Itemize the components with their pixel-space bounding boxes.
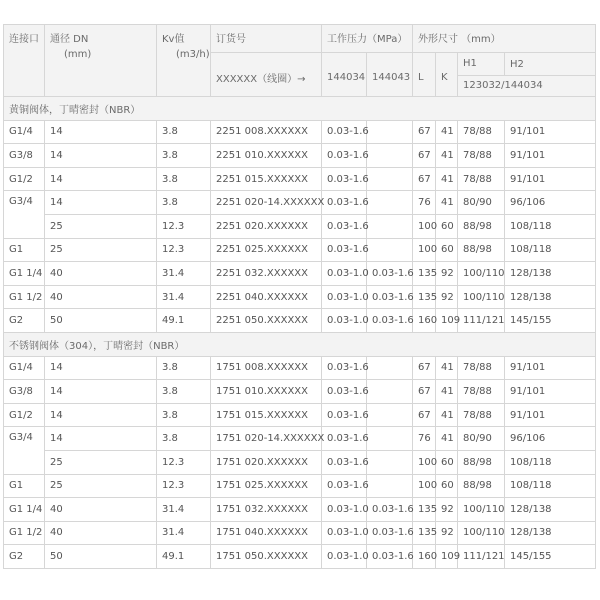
table-row xyxy=(4,262,596,286)
order-number-cell: 2251 015.XXXXXX xyxy=(211,167,322,191)
pressure-a-cell: 0.03-1.0 xyxy=(322,545,367,569)
diameter-cell: 14 xyxy=(45,427,157,451)
col-header-dims: 外形尺寸 （mm） xyxy=(413,25,596,53)
pressure-b-cell xyxy=(367,167,413,191)
pressure-a-cell: 0.03-1.6 xyxy=(322,191,367,215)
table-row xyxy=(4,498,596,522)
pressure-b-cell xyxy=(367,380,413,404)
connection-cell: G1 1/4 xyxy=(4,498,45,522)
dim-l-cell: 100 xyxy=(413,474,436,498)
diameter-cell: 14 xyxy=(45,191,157,215)
dim-k-cell: 60 xyxy=(436,474,458,498)
pressure-b-cell: 0.03-1.6 xyxy=(367,521,413,545)
kv-cell: 3.8 xyxy=(157,356,211,380)
dim-h2-cell: 108/118 xyxy=(505,238,596,262)
dim-h2-header: H2 xyxy=(510,58,524,70)
dim-l-header: L xyxy=(413,53,436,97)
dim-k-cell: 92 xyxy=(436,498,458,522)
dim-k-cell: 60 xyxy=(436,238,458,262)
dim-h1-header: H1 xyxy=(458,53,505,75)
dim-h2-cell: 128/138 xyxy=(505,262,596,286)
col-header-kv xyxy=(157,25,211,97)
diameter-cell: 14 xyxy=(45,403,157,427)
dim-h2-cell: 91/101 xyxy=(505,167,596,191)
table-row xyxy=(4,214,596,238)
dim-h1-cell: 100/110 xyxy=(458,285,505,309)
dim-k-cell: 41 xyxy=(436,120,458,144)
diameter-cell: 14 xyxy=(45,120,157,144)
pressure-b-cell xyxy=(367,403,413,427)
connection-cell: G1 xyxy=(4,474,45,498)
col-header-order: 订货号 xyxy=(211,25,322,53)
order-number-cell: 2251 020-14.XXXXXX xyxy=(211,191,322,215)
pressure-a-cell: 0.03-1.6 xyxy=(322,167,367,191)
section-title: 不锈钢阀体（304），丁晴密封（NBR） xyxy=(4,332,596,356)
dim-k-cell: 41 xyxy=(436,191,458,215)
table-row xyxy=(4,144,596,168)
dim-l-cell: 135 xyxy=(413,521,436,545)
dim-h2-cell: 145/155 xyxy=(505,309,596,333)
pressure-b-cell xyxy=(367,214,413,238)
table-row xyxy=(4,285,596,309)
dim-h2-cell: 108/118 xyxy=(505,474,596,498)
kv-label: Kv值 xyxy=(162,34,185,45)
dim-h2-cell: 91/101 xyxy=(505,403,596,427)
dim-k-cell: 41 xyxy=(436,403,458,427)
kv-unit: (m3/h) xyxy=(176,49,210,60)
diameter-unit: (mm) xyxy=(64,49,92,60)
kv-cell: 12.3 xyxy=(157,214,211,238)
dims-sub-header: 123032/144034 xyxy=(463,80,543,91)
kv-cell: 3.8 xyxy=(157,191,211,215)
table-row xyxy=(4,238,596,262)
kv-cell: 3.8 xyxy=(157,120,211,144)
col-header-diameter xyxy=(45,25,157,97)
dim-k-cell: 109 xyxy=(436,309,458,333)
table-row xyxy=(4,191,596,215)
dim-h2-cell: 91/101 xyxy=(505,120,596,144)
dim-l-cell: 100 xyxy=(413,238,436,262)
dim-l-cell: 135 xyxy=(413,285,436,309)
dim-h1-cell: 78/88 xyxy=(458,144,505,168)
pressure-b-cell: 0.03-1.6 xyxy=(367,262,413,286)
connection-cell: G1 1/2 xyxy=(4,285,45,309)
dim-h1-cell: 111/121 xyxy=(458,309,505,333)
dim-h2-cell: 128/138 xyxy=(505,498,596,522)
table-row xyxy=(4,545,596,569)
dim-l-cell: 67 xyxy=(413,120,436,144)
col-header-connection: 连接口 xyxy=(4,25,45,97)
pressure-b-cell xyxy=(367,450,413,474)
connection-cell: G1 1/2 xyxy=(4,521,45,545)
kv-cell: 3.8 xyxy=(157,144,211,168)
dim-k-cell: 41 xyxy=(436,167,458,191)
diameter-cell: 25 xyxy=(45,214,157,238)
dim-h1-cell: 78/88 xyxy=(458,403,505,427)
connection-cell: G3/8 xyxy=(4,144,45,168)
diameter-label: 通径 DN xyxy=(50,34,89,45)
kv-cell: 12.3 xyxy=(157,450,211,474)
dim-h1-cell: 111/121 xyxy=(458,545,505,569)
connection-cell: G3/4 xyxy=(4,427,45,474)
kv-cell: 3.8 xyxy=(157,380,211,404)
dim-k-cell: 60 xyxy=(436,214,458,238)
diameter-cell: 14 xyxy=(45,167,157,191)
pressure-a-cell: 0.03-1.6 xyxy=(322,474,367,498)
order-number-cell: 2251 010.XXXXXX xyxy=(211,144,322,168)
diameter-cell: 40 xyxy=(45,285,157,309)
pressure-b-cell: 0.03-1.6 xyxy=(367,285,413,309)
dim-k-cell: 41 xyxy=(436,427,458,451)
pressure-a-cell: 0.03-1.6 xyxy=(322,380,367,404)
diameter-cell: 25 xyxy=(45,238,157,262)
pressure-a-cell: 0.03-1.0 xyxy=(322,498,367,522)
diameter-cell: 40 xyxy=(45,262,157,286)
connection-cell: G3/4 xyxy=(4,191,45,238)
dim-l-cell: 67 xyxy=(413,356,436,380)
dim-h2-cell: 128/138 xyxy=(505,285,596,309)
order-number-cell: 1751 020.XXXXXX xyxy=(211,450,322,474)
dim-h1-cell: 80/90 xyxy=(458,191,505,215)
dim-h1-cell: 100/110 xyxy=(458,521,505,545)
dim-h1-cell: 88/98 xyxy=(458,450,505,474)
dim-h2-cell: 91/101 xyxy=(505,380,596,404)
order-number-cell: 2251 050.XXXXXX xyxy=(211,309,322,333)
diameter-cell: 14 xyxy=(45,380,157,404)
dim-l-cell: 67 xyxy=(413,167,436,191)
dim-k-cell: 92 xyxy=(436,285,458,309)
order-number-cell: 1751 020-14.XXXXXX xyxy=(211,427,322,451)
dim-l-cell: 67 xyxy=(413,403,436,427)
dim-h2-cell: 91/101 xyxy=(505,144,596,168)
table-row xyxy=(4,474,596,498)
diameter-cell: 40 xyxy=(45,498,157,522)
dim-h2-cell: 145/155 xyxy=(505,545,596,569)
header-row xyxy=(4,25,596,53)
connection-cell: G1 xyxy=(4,238,45,262)
dim-h1-cell: 78/88 xyxy=(458,380,505,404)
dim-k-cell: 60 xyxy=(436,450,458,474)
kv-cell: 12.3 xyxy=(157,238,211,262)
order-number-cell: 2251 040.XXXXXX xyxy=(211,285,322,309)
connection-cell: G1/2 xyxy=(4,167,45,191)
section-title: 黄铜阀体，丁晴密封（NBR） xyxy=(4,97,596,121)
pressure-b-cell xyxy=(367,474,413,498)
diameter-cell: 40 xyxy=(45,521,157,545)
pressure-b-cell xyxy=(367,238,413,262)
kv-cell: 31.4 xyxy=(157,285,211,309)
pressure-a-cell: 0.03-1.6 xyxy=(322,356,367,380)
pressure-a-cell: 0.03-1.6 xyxy=(322,450,367,474)
dim-k-cell: 92 xyxy=(436,521,458,545)
dim-l-cell: 100 xyxy=(413,450,436,474)
valve-spec-table xyxy=(3,24,596,569)
pressure-sub-a: 144034 xyxy=(322,53,367,97)
table-row xyxy=(4,380,596,404)
diameter-cell: 14 xyxy=(45,144,157,168)
dim-h1-cell: 88/98 xyxy=(458,238,505,262)
diameter-cell: 50 xyxy=(45,309,157,333)
pressure-b-cell xyxy=(367,144,413,168)
dim-h2-cell: 96/106 xyxy=(505,427,596,451)
pressure-a-cell: 0.03-1.6 xyxy=(322,238,367,262)
diameter-cell: 14 xyxy=(45,356,157,380)
pressure-sub-b: 144043 xyxy=(367,53,413,97)
order-number-cell: 1751 032.XXXXXX xyxy=(211,498,322,522)
pressure-a-cell: 0.03-1.0 xyxy=(322,285,367,309)
order-number-cell: 2251 032.XXXXXX xyxy=(211,262,322,286)
order-number-cell: 2251 008.XXXXXX xyxy=(211,120,322,144)
kv-cell: 12.3 xyxy=(157,474,211,498)
kv-cell: 3.8 xyxy=(157,167,211,191)
dim-h1-cell: 100/110 xyxy=(458,262,505,286)
connection-cell: G1 1/4 xyxy=(4,262,45,286)
diameter-cell: 25 xyxy=(45,474,157,498)
pressure-b-cell xyxy=(367,356,413,380)
dim-l-cell: 67 xyxy=(413,380,436,404)
pressure-a-cell: 0.03-1.6 xyxy=(322,403,367,427)
diameter-cell: 25 xyxy=(45,450,157,474)
order-sub-header: XXXXXX（线圈）→ xyxy=(211,53,322,97)
connection-cell: G1/4 xyxy=(4,356,45,380)
pressure-b-cell xyxy=(367,120,413,144)
kv-cell: 3.8 xyxy=(157,403,211,427)
section-header-row xyxy=(4,97,596,121)
dim-h2-cell: 91/101 xyxy=(505,356,596,380)
order-number-cell: 2251 025.XXXXXX xyxy=(211,238,322,262)
connection-cell: G2 xyxy=(4,309,45,333)
connection-cell: G1/4 xyxy=(4,120,45,144)
dim-h1-cell: 80/90 xyxy=(458,427,505,451)
table-row xyxy=(4,309,596,333)
order-number-cell: 1751 008.XXXXXX xyxy=(211,356,322,380)
table-row xyxy=(4,450,596,474)
table-row xyxy=(4,167,596,191)
pressure-a-cell: 0.03-1.0 xyxy=(322,309,367,333)
dim-k-cell: 41 xyxy=(436,356,458,380)
dim-h1-cell: 78/88 xyxy=(458,356,505,380)
table-row xyxy=(4,120,596,144)
table-row xyxy=(4,521,596,545)
dim-k-header: K xyxy=(436,53,458,97)
dim-l-cell: 100 xyxy=(413,214,436,238)
pressure-a-cell: 0.03-1.0 xyxy=(322,262,367,286)
kv-cell: 31.4 xyxy=(157,262,211,286)
table-row xyxy=(4,427,596,451)
kv-cell: 31.4 xyxy=(157,521,211,545)
dim-l-cell: 160 xyxy=(413,545,436,569)
table-row xyxy=(4,403,596,427)
pressure-b-cell: 0.03-1.6 xyxy=(367,498,413,522)
table-row xyxy=(4,356,596,380)
order-number-cell: 1751 050.XXXXXX xyxy=(211,545,322,569)
order-number-cell: 2251 020.XXXXXX xyxy=(211,214,322,238)
col-header-pressure: 工作压力（MPa） xyxy=(322,25,413,53)
pressure-b-cell: 0.03-1.6 xyxy=(367,309,413,333)
dim-l-cell: 160 xyxy=(413,309,436,333)
dim-k-cell: 92 xyxy=(436,262,458,286)
dim-l-cell: 135 xyxy=(413,262,436,286)
dim-h1-cell: 78/88 xyxy=(458,120,505,144)
pressure-b-cell xyxy=(367,191,413,215)
dim-h2-cell: 96/106 xyxy=(505,191,596,215)
dim-h2-cell: 108/118 xyxy=(505,450,596,474)
dim-k-cell: 41 xyxy=(436,144,458,168)
order-number-cell: 1751 025.XXXXXX xyxy=(211,474,322,498)
connection-cell: G1/2 xyxy=(4,403,45,427)
kv-cell: 3.8 xyxy=(157,427,211,451)
section-header-row xyxy=(4,332,596,356)
dim-h2-cell: 108/118 xyxy=(505,214,596,238)
dim-l-cell: 76 xyxy=(413,191,436,215)
kv-cell: 49.1 xyxy=(157,545,211,569)
pressure-a-cell: 0.03-1.6 xyxy=(322,120,367,144)
dim-h1-cell: 88/98 xyxy=(458,214,505,238)
kv-cell: 49.1 xyxy=(157,309,211,333)
order-number-cell: 1751 040.XXXXXX xyxy=(211,521,322,545)
dim-k-cell: 109 xyxy=(436,545,458,569)
pressure-b-cell xyxy=(367,427,413,451)
dim-h1-cell: 88/98 xyxy=(458,474,505,498)
connection-cell: G3/8 xyxy=(4,380,45,404)
pressure-b-cell: 0.03-1.6 xyxy=(367,545,413,569)
dim-k-cell: 41 xyxy=(436,380,458,404)
dim-h-header xyxy=(458,53,596,97)
dim-h1-cell: 100/110 xyxy=(458,498,505,522)
pressure-a-cell: 0.03-1.6 xyxy=(322,427,367,451)
dim-l-cell: 76 xyxy=(413,427,436,451)
diameter-cell: 50 xyxy=(45,545,157,569)
connection-cell: G2 xyxy=(4,545,45,569)
order-number-cell: 1751 010.XXXXXX xyxy=(211,380,322,404)
dim-l-cell: 135 xyxy=(413,498,436,522)
dim-h1-cell: 78/88 xyxy=(458,167,505,191)
pressure-a-cell: 0.03-1.6 xyxy=(322,144,367,168)
dim-h2-cell: 128/138 xyxy=(505,521,596,545)
order-number-cell: 1751 015.XXXXXX xyxy=(211,403,322,427)
pressure-a-cell: 0.03-1.6 xyxy=(322,214,367,238)
kv-cell: 31.4 xyxy=(157,498,211,522)
dim-l-cell: 67 xyxy=(413,144,436,168)
pressure-a-cell: 0.03-1.0 xyxy=(322,521,367,545)
